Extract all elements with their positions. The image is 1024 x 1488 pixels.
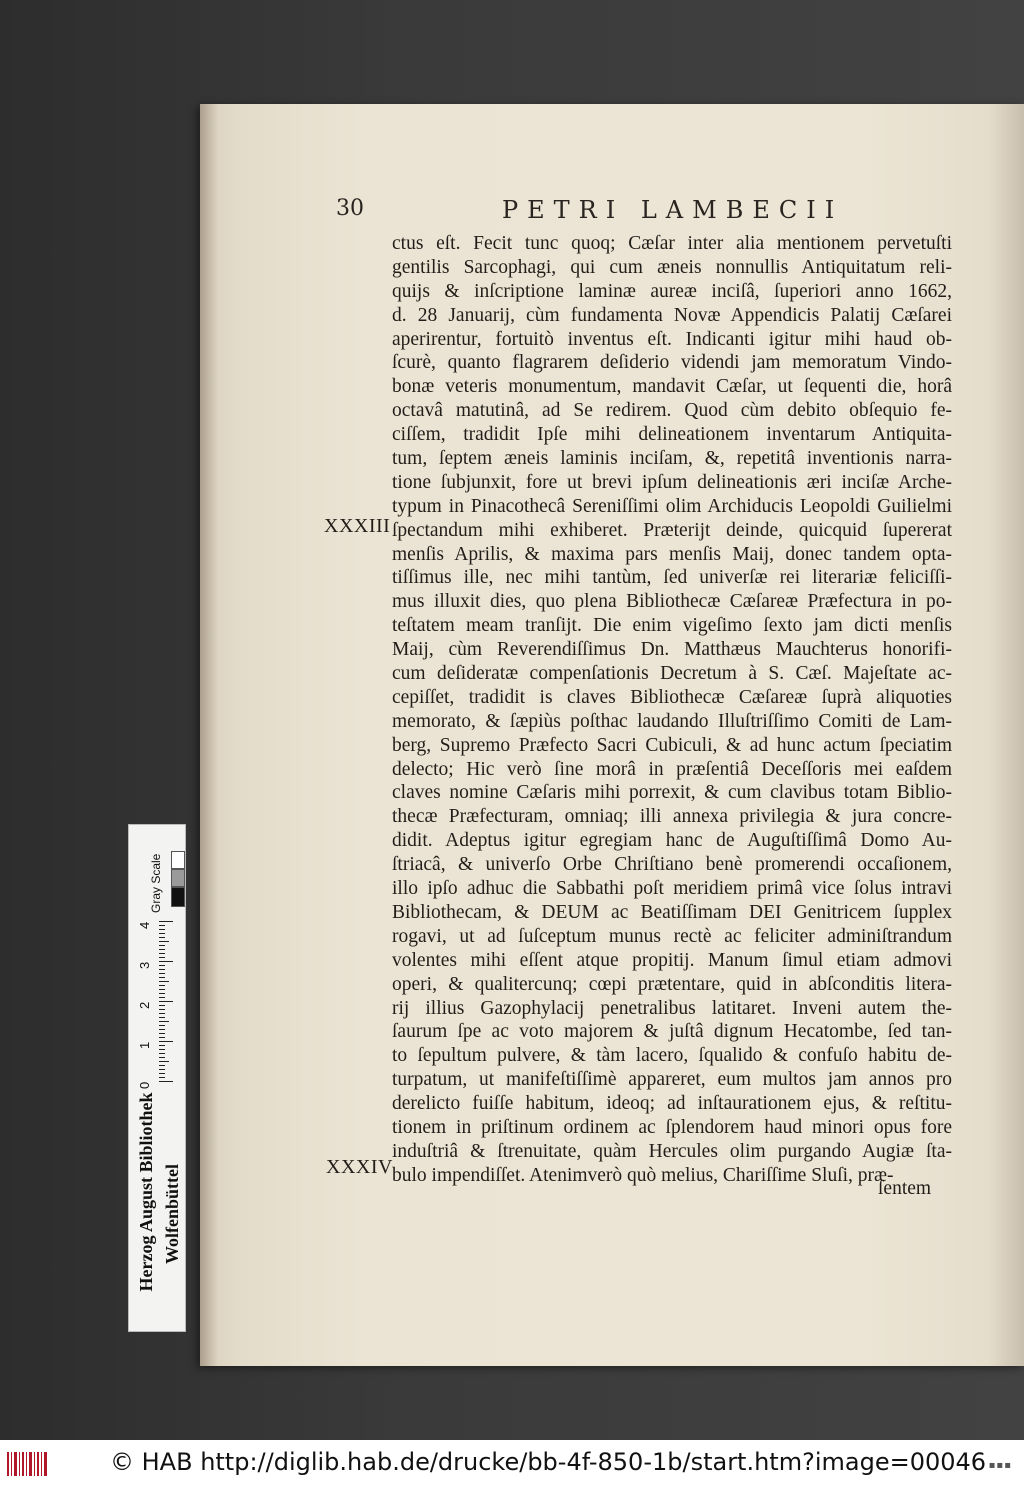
page-header [330, 196, 980, 236]
ruler-tick-mark [159, 925, 165, 926]
text-line: tiſſimus ille, nec mihi tantùm, ſed univerſæ rei literariæ feliciſſi- [392, 567, 952, 589]
text-line: rogavi, ut ad ſuſceptum munus rectè ac feliciter adminiſtrandum [392, 925, 952, 947]
text-line: mus illuxit dies, quo plena Bibliothecæ Cæſareæ Præfectura in po- [392, 591, 952, 613]
page-number: 30 [336, 196, 364, 221]
gray-scale-ruler [128, 824, 186, 1332]
footer-bar [0, 1440, 1024, 1488]
text-line: induſtriâ & ſtrenuitate, quàm Hercules olim purgando Augiæ ſta- [392, 1140, 952, 1162]
text-line: claves nomine Cæſaris mihi porrexit, & cum clavibus totam Biblio- [392, 782, 952, 804]
text-line: bulo impendiſſet. Atenimverò quò melius, Chariſſime Sluſi, præ- [392, 1164, 894, 1186]
ruler-tick-mark [159, 985, 165, 986]
ruler-tick-2: 2 [137, 1001, 152, 1009]
text-line: quijs & inſcriptione laminæ aureæ inciſâ, ſuperiori anno 1662, [392, 280, 952, 302]
text-line: operi, & qualitercunq; cœpi prætentare, quid in abſconditis litera- [392, 973, 952, 995]
text-line: thecæ Præfecturam, omniaq; illi annexa privilegia & jura concre- [392, 806, 952, 828]
gray-scale-label: Gray Scale [149, 853, 163, 913]
ruler-tick-1: 1 [137, 1041, 152, 1049]
ruler-tick-mark [159, 981, 169, 982]
text-line: ſtriacâ, & univerſo Orbe Chriſtiano benè promerendi occaſionem, [392, 854, 952, 876]
ruler-subtitle: Wolfenbüttel [162, 1164, 182, 1265]
ruler-tick-3: 3 [137, 961, 152, 969]
ruler-tick-mark [159, 953, 165, 954]
text-line: cum deſideratæ compenſationis Decretum à S. Cæſ. Majeſtate ac- [392, 663, 952, 685]
text-line: berg, Supremo Præfecto Sacri Cubiculi, & ad hunc actum ſpeciatim [392, 734, 952, 756]
ruler-tick-mark [159, 945, 165, 946]
gray-swatch-mid [171, 869, 185, 887]
ruler-tick-mark [159, 973, 165, 974]
text-line: Bibliothecam, & DEUM ac Beatiſſimam DEI Genitricem ſupplex [392, 901, 952, 923]
page-gutter-shadow [200, 104, 218, 1366]
ruler-tick-mark [159, 957, 165, 958]
text-line: gentilis Sarcophagi, qui cum æneis nonnullis Antiquitatum reli- [392, 256, 952, 278]
ruler-tick-mark [159, 929, 165, 930]
footer-copyright-url: © HAB http://diglib.hab.de/drucke/bb-4f-850-1b/start.htm?image=00046 [110, 1448, 987, 1476]
text-line: tum, ſeptem æneis laminis inciſam, &, repetitâ inventionis narra- [392, 448, 952, 470]
ruler-tick-mark [159, 937, 165, 938]
ruler-tick-mark [159, 977, 165, 978]
text-line: menſis Aprilis, & maxima pars menſis Maij, donec tandem opta- [392, 543, 952, 565]
footer-dots: ▪▪▪ [988, 1460, 1012, 1471]
ruler-tick-mark [159, 961, 173, 962]
ruler-title: Herzog August Bibliothek [136, 1092, 156, 1292]
text-line: rij illius Gazophylacij penetralibus latitaret. Inveni autem the- [392, 997, 952, 1019]
text-line: volentes mihi eſſent atque propitij. Manum ſimul etiam admovi [392, 949, 952, 971]
text-line: illo ipſo adhuc die Sabbathi poſt meridiem primâ vice ſolus intravi [392, 878, 952, 900]
text-line: bonæ veteris monumentum, mandavit Cæſar, ut ſequenti die, horâ [392, 376, 952, 398]
body-text [392, 232, 952, 1188]
ruler-tick-0: 0 [137, 1081, 152, 1089]
text-line: delecto; Hic verò ſine morâ in præſentiâ Deceſſoris mei eaſdem [392, 758, 952, 780]
barcode-icon [6, 1450, 50, 1478]
text-line: ſpectandum mihi exhiberet. Præterijt deinde, quicquid ſupererat [392, 519, 952, 541]
text-line: to ſepultum pulvere, & tàm lacero, ſqualido & confuſo habitu de- [392, 1045, 952, 1067]
text-line: typum in Pinacothecâ Sereniſſimi olim Archiducis Leopoldi Guilielmi [392, 495, 952, 517]
text-line: turpatum, ut manifeſtiſſimè appareret, eum multos jam annos pro [392, 1069, 952, 1091]
gray-swatch-white [171, 851, 185, 869]
text-line: teſtatem meam tranſijt. Die enim vigeſimo ſexto jam dicti menſis [392, 615, 952, 637]
ruler-tick-mark [159, 965, 165, 966]
text-line: tionem in priſtinum ordinem ac ſplendorem haud minori opus fore [392, 1116, 952, 1138]
text-line: ſaurum ſpe ac voto majorem & juſtâ dignum Hecatombe, ſed tan- [392, 1021, 952, 1043]
ruler-tick-4: 4 [137, 921, 152, 929]
text-line: octavâ matutinâ, ad Se redirem. Quod cùm debito obſequio fe- [392, 400, 952, 422]
ruler-tick-mark [159, 949, 165, 950]
ruler-tick-mark [159, 921, 173, 922]
text-line: memorato, & ſæpiùs poſthac laudando Illuſtriſſimo Comiti de Lam- [392, 710, 952, 732]
page-edge-shade [988, 104, 1024, 1366]
margin-note-xxxiv: XXXIV [326, 1156, 393, 1178]
running-head: PETRI LAMBECII [502, 196, 844, 224]
text-line: ciſſem, tradidit Ipſe mihi delineationem inventarum Antiquita- [392, 424, 952, 446]
ruler-tick-mark [159, 969, 165, 970]
text-line: aperirentur, fortuitò inventus eſt. Indicanti igitur mihi haud ob- [392, 328, 952, 350]
text-line: derelicto fuiſſe habitum, ideoq; ad inſtaurationem ejus, & reſtitu- [392, 1093, 952, 1115]
catchword: ſentem [878, 1178, 932, 1199]
text-line: ctus eſt. Fecit tunc quoq; Cæſar inter alia mentionem pervetuſti [392, 233, 952, 254]
ruler-tick-mark [159, 933, 165, 934]
text-line: tione ſubjunxit, fore ut brevi ipſum delineationis æri inciſæ Arche- [392, 471, 952, 493]
text-line: d. 28 Januarij, cùm fundamenta Novæ Appendicis Palatij Cæſarei [392, 304, 952, 326]
text-line: ſcurè, quanto flagrarem deſiderio videndi jam memoratum Vindo- [392, 352, 952, 374]
text-line: Maij, cùm Reverendiſſimus Dn. Matthæus Mauchterus honorifi- [392, 639, 952, 661]
ruler-tick-mark [159, 941, 169, 942]
text-line: didit. Adeptus igitur egregiam hanc de Auguſtiſſimâ Domo Au- [392, 830, 952, 852]
text-line: cepiſſet, tradidit is claves Bibliothecæ Cæſareæ ſuprà aliquoties [392, 686, 952, 708]
gray-swatch-black [171, 887, 185, 907]
margin-note-xxxiii: XXXIII [324, 515, 391, 537]
